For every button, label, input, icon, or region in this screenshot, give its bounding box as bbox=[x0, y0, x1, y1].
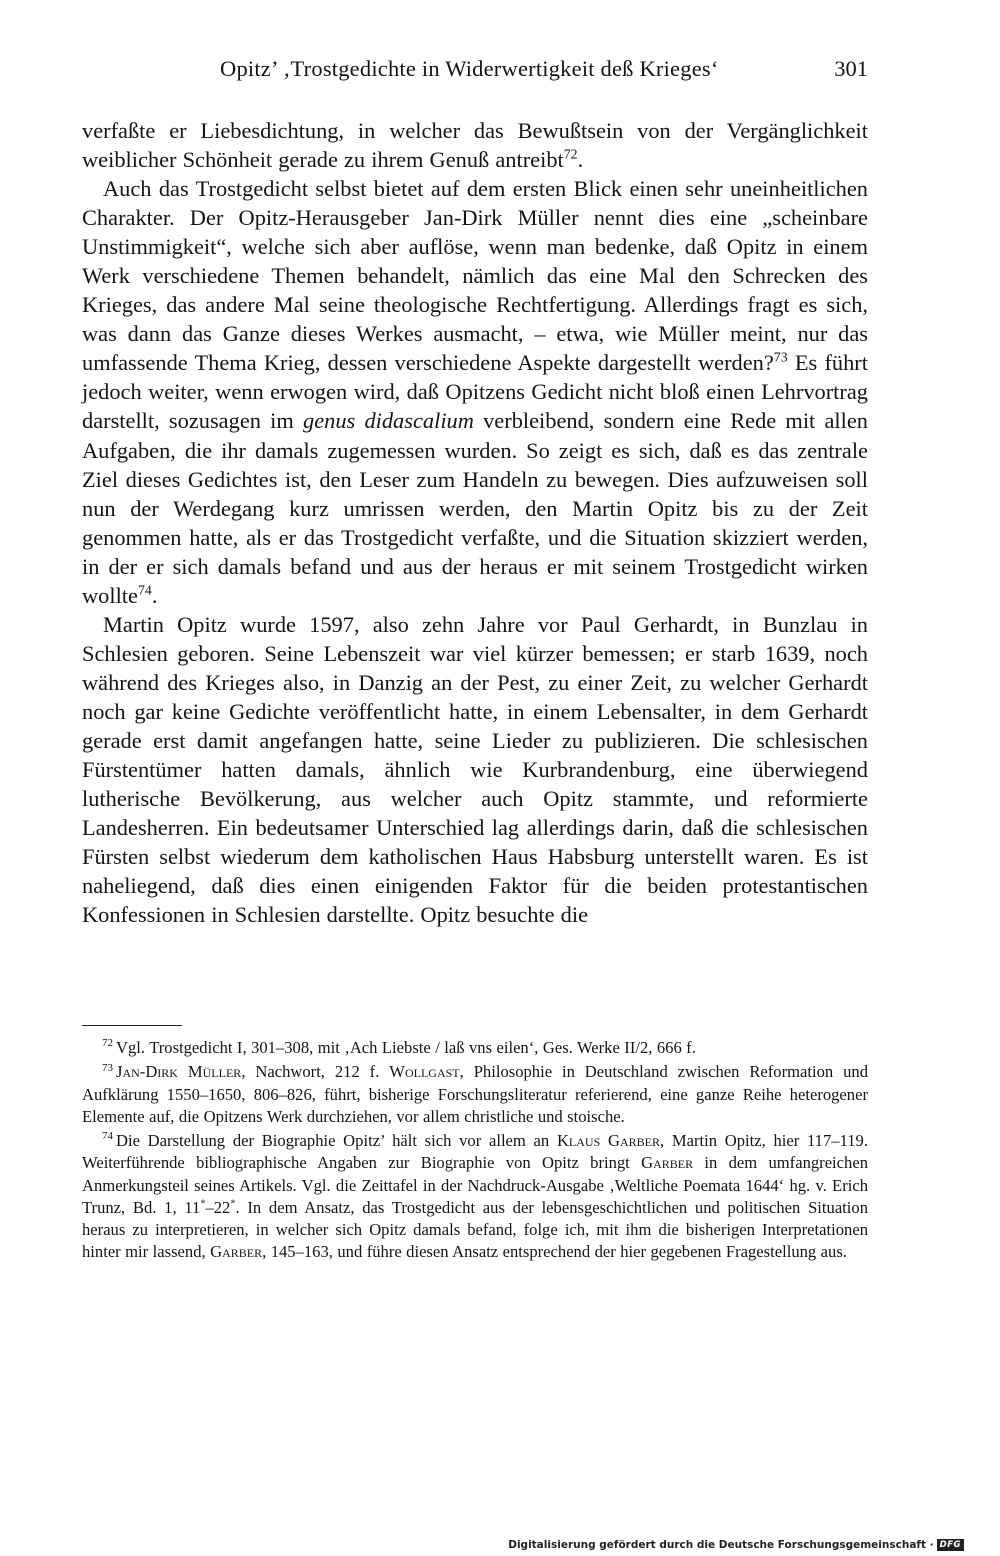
paragraph-3: Martin Opitz wurde 1597, also zehn Jahre vor Paul Gerhardt, in Bunzlau in Schlesien geboren. Seine Lebenszeit war viel kürzer bemessen; er starb 1639, noch während des Krieges also, in Danzig an der Pest, zu einer Zeit, zu welcher Gerhardt noch gar keine Gedichte veröffentlicht hatte, in einem Lebensalter, in dem Gerhardt gerade erst damit angefangen hatte, seine Lieder zu publizieren. Die schlesischen Fürstentümer hatten damals, ähnlich wie Kurbrandenburg, eine überwiegend lutherische Bevölkerung, aus welcher auch Opitz stammte, und reformierte Landesherren. Ein bedeutsamer Unterschied lag allerdings darin, daß die schlesischen Fürsten selbst wiederum dem katholischen Haus Habsburg unterstellt waren. Es ist naheliegend, daß dies einen einigenden Faktor für die beiden protestantischen Konfessionen in Schlesien darstellte. Opitz besuchte die bbox=[82, 611, 868, 928]
footnote-74-part2: , Martin Opitz, hier 117–119. Weiterführende bibliographische Angaben zur Biographie von Opitz bringt bbox=[82, 1131, 868, 1173]
footnotes bbox=[82, 1037, 868, 1264]
footnote-mark: 73 bbox=[102, 1061, 113, 1074]
paragraph-1-end: . bbox=[577, 147, 584, 173]
credit-text: Digitalisierung gefördert durch die Deutsche Forschungsgemeinschaft · bbox=[508, 1539, 934, 1551]
paragraph-1 bbox=[82, 116, 868, 174]
dfg-logo: DFG bbox=[937, 1539, 964, 1551]
paragraph-2-part2: Es führt jedoch weiter, wenn erwogen wird, daß Opitzens Gedicht nicht bloß einen Lehrvortrag darstellt, sozusagen im bbox=[82, 350, 868, 434]
footnote-74-part1: Die Darstellung der Biographie Opitz’ hält sich vor allem an bbox=[116, 1131, 557, 1150]
author-name: Wollgast bbox=[389, 1062, 460, 1082]
footnote-73-part2: , Philosophie in Deutschland zwischen Reformation und Aufklärung 1550–1650, 806–826, führt, bisherige Forschungsliteratur referierend, eine ganze Reihe heterogener Elemente auf, die Opitzens Werk durchziehen, vor allem christliche und stoische. bbox=[82, 1062, 869, 1126]
footnote-72 bbox=[82, 1037, 868, 1059]
main-text bbox=[82, 116, 868, 929]
footnote-72-text: Vgl. Trostgedicht I, 301–308, mit ‚Ach Liebste / laß vns eilen‘, Ges. Werke II/2, 666 f. bbox=[116, 1038, 696, 1057]
footnote-ref-72[interactable]: 72 bbox=[563, 147, 578, 163]
footnote-mark: 72 bbox=[102, 1037, 113, 1050]
footnote-74-part4: . In dem Ansatz, das Trostgedicht aus der lebensgeschichtlichen und politischen Situation heraus zu interpretieren, in welcher sich Opitz damals befand, folge ich, mit ihm die bisherigen Interpretationen hinter mir lassend, bbox=[82, 1197, 868, 1262]
asterisk-mark: * bbox=[230, 1198, 236, 1210]
footnote-ref-73[interactable]: 73 bbox=[773, 350, 788, 366]
footnote-73 bbox=[82, 1061, 868, 1128]
author-name: Garber bbox=[641, 1153, 694, 1173]
latin-term: genus didascalium bbox=[303, 408, 474, 434]
footnote-74-part3: in dem umfangreichen Anmerkungsteil seines Artikels. Vgl. die Zeittafel in der Nachdruck-Ausgabe ‚Weltliche Poemata 1644‘ hg. v. Erich Trunz, Bd. 1, 11 bbox=[82, 1153, 868, 1217]
footnote-73-part1: , Nachwort, 212 f. bbox=[241, 1062, 390, 1082]
page-range-dash: –22 bbox=[205, 1197, 231, 1217]
paragraph-1-text: verfaßte er Liebesdichtung, in welcher das Bewußtsein von der Vergänglichkeit weiblicher Schönheit gerade zu ihrem Genuß antreibt bbox=[82, 118, 868, 173]
footnote-mark: 74 bbox=[102, 1130, 113, 1143]
footnote-ref-74[interactable]: 74 bbox=[137, 583, 152, 599]
author-name: Klaus Garber bbox=[556, 1131, 660, 1150]
asterisk-mark: * bbox=[200, 1198, 206, 1210]
paragraph-2-end: . bbox=[151, 582, 158, 608]
digitization-credit bbox=[508, 1539, 964, 1551]
page-number: 301 bbox=[834, 56, 868, 81]
paragraph-2-part3: verbleibend, sondern eine Rede mit allen Aufgaben, die ihr damals zugemessen wurden. So zeigt es sich, daß es das zentrale Ziel dieses Gedichtes ist, den Leser zum Handeln zu bewegen. Dies aufzuweisen soll nun der Werdegang kurz umrissen werden, den Martin Opitz bis zu der Zeit genommen hatte, als er das Trostgedicht verfaßte, und die Situation skizziert werden, in der er sich damals befand und aus der heraus er mit seinem Trostgedicht wirken wollte bbox=[82, 408, 868, 608]
paragraph-2 bbox=[82, 174, 868, 610]
author-name: Garber bbox=[210, 1242, 263, 1262]
footnote-74-part5: , 145–163, und führe diesen Ansatz entsprechend der hier gegebenen Fragestellung aus. bbox=[262, 1242, 847, 1262]
author-name: Jan-Dirk Müller bbox=[116, 1062, 242, 1082]
running-title: Opitz’ ‚Trostgedichte in Widerwertigkeit deß Krieges‘ bbox=[220, 56, 719, 81]
footnote-74 bbox=[82, 1130, 868, 1264]
footnote-rule bbox=[82, 1025, 182, 1026]
paragraph-2-part1: Auch das Trostgedicht selbst bietet auf dem ersten Blick einen sehr uneinheitlichen Charakter. Der Opitz-Herausgeber Jan-Dirk Müller nennt dies eine „scheinbare Unstimmigkeit“, welche sich aber auflöse, wenn man bedenke, daß Opitz in einem Werk verschiedene Themen behandelt, nämlich das eine Mal den Schrecken des Krieges, das andere Mal seine theologische Rechtfertigung. Allerdings fragt es sich, was dann das Ganze dieses Werkes ausmacht, – etwa, wie Müller meint, nur das umfassende Thema Krieg, dessen verschiedene Aspekte dargestellt werden? bbox=[82, 176, 868, 376]
